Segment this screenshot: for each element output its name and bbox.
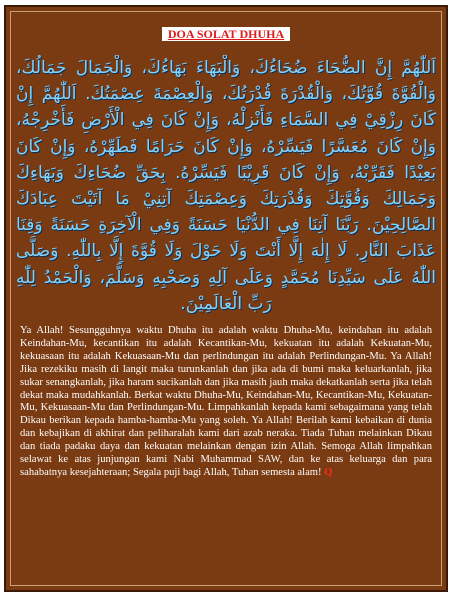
- page-title: DOA SOLAT DHUHA: [162, 27, 290, 41]
- end-mark: Q: [324, 466, 333, 478]
- translation-text: Ya Allah! Sesungguhnya waktu Dhuha itu adalah waktu Dhuha-Mu, keindahan itu adalah Keindahan-Mu, kecantikan itu adalah Kecantikan-Mu, kekuatan itu adalah Kekuatan-Mu, kekuasaan itu adalah Kekuasaan-Mu dan perlindungan itu adalah Perlindungan-Mu. Ya Allah! Jika rezekiku masih di langit maka turunkanlah dan jika ada di bumi maka keluarkanlah, jika sukar senangkanlah, jika haram sucikanlah dan jika masih jauh maka dekatkanlah serta jika telah dekat maka mudahkanlah. Berkat waktu Dhuha-Mu, Keindahan-Mu, Kecantikan-Mu, Kekuatan-Mu, Kekuasaan-Mu dan Perlindungan-Mu. Limpahkanlah kepada kami sebagaimana yang telah Dikau berikan kepada hamba-hamba-Mu yang soleh. Ya Allah! Berilah kami kebaikan di dunia dan kebajikan di akhirat dan peliharalah kami dari azab neraka. Tiada Tuhan melainkan Dikau dan tiada padaku daya dan kekuatan melainkan dengan izin Allah. Semoga Allah limpahkan selawat ke atas junjungan kami Nabi Muhammad SAW, dan ke atas keluarga dan para sahabatnya kesejahteraan; Segala puji bagi Allah, Tuhan semesta alam!: [20, 325, 432, 478]
- malay-translation: [20, 325, 432, 480]
- arabic-prayer-text: اَللّٰهُمَّ إِنَّ الضُّحَاءَ ضُحَاءُكَ، وَالْبَهَاءَ بَهَاءُكَ، وَالْجَمَالَ جَمَالُكَ، وَالْقُوَّةَ قُوَّتُكَ، وَالْقُدْرَةَ قُدْرَتُكَ، وَالْعِصْمَةَ عِصْمَتُكَ. اَللّٰهُمَّ إِنْ كَانَ رِزْقِيْ فِي السَّمَاءِ فَأَنْزِلْهُ، وَإِنْ كَانَ فِي الْأَرْضِ فَأَخْرِجْهُ، وَإِنْ كَانَ مُعَسَّرًا فَيَسِّرْهُ، وَإِنْ كَانَ حَرَامًا فَطَهِّرْهُ، وَإِنْ كَانَ بَعِيْدًا فَقَرِّبْهُ، وَإِنْ كَانَ قَرِيْبًا فَيَسِّرْهُ. بِحَقِّ ضُحَاءِكَ وَبَهَاءِكَ وَجَمَالِكَ وَقُوَّتِكَ وَقُدْرَتِكَ وَعِصْمَتِكَ آتِنِيْ مَا آتَيْتَ عِبَادَكَ الصَّالِحِيْنَ. رَبَّنَا آتِنَا فِي الدُّنْيَا حَسَنَةً وَفِي الْآخِرَةِ حَسَنَةً وَقِنَا عَذَابَ النَّارِ. لَا إِلٰهَ إِلَّا أَنْتَ وَلَا حَوْلَ وَلَا قُوَّةَ إِلَّا بِاللّٰهِ. وَصَلَّى اللّٰهُ عَلَى سَيِّدِنَا مُحَمَّدٍ وَعَلَى آلِهِ وَصَحْبِهِ وَسَلَّمَ، وَالْحَمْدُ لِلّٰهِ رَبِّ الْعَالَمِيْنَ.: [16, 58, 436, 314]
- title-container: [6, 25, 446, 43]
- prayer-card: [4, 5, 448, 592]
